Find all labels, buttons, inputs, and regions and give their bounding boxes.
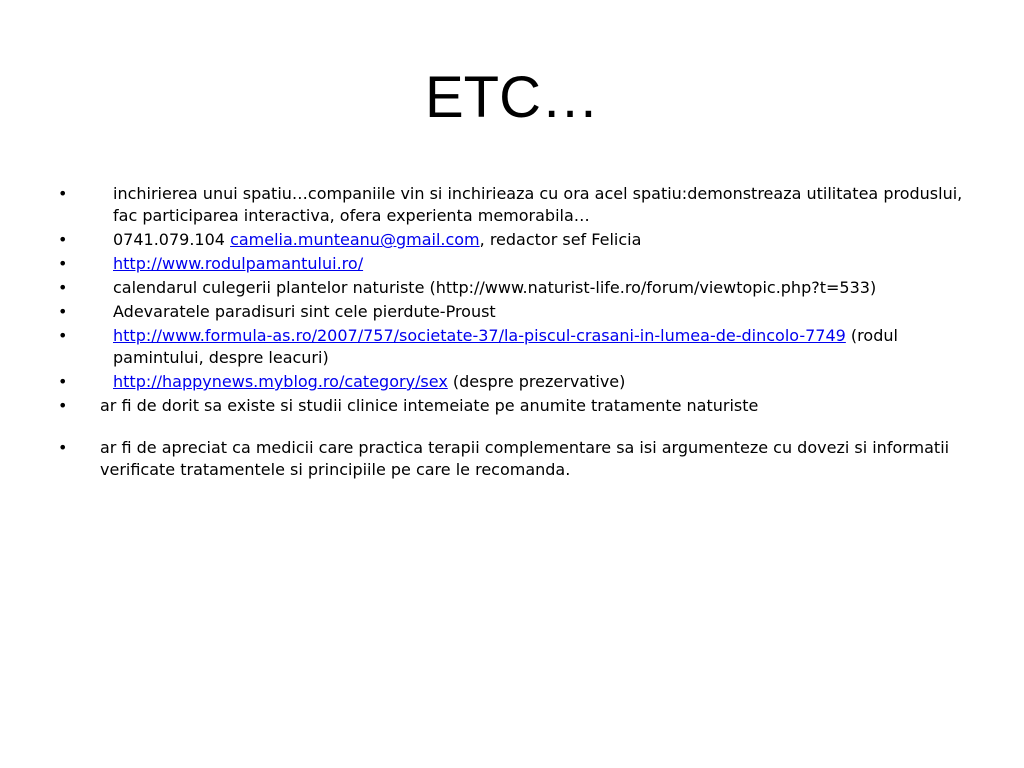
list-item [58,183,978,227]
list-item-suffix: , redactor sef Felicia [479,230,642,249]
list-item-content [113,229,978,251]
list-item [58,301,978,323]
email-link[interactable]: camelia.munteanu@gmail.com [230,230,480,249]
bullet-icon: • [58,230,68,249]
list-item [58,253,978,275]
rodulpamantului-link[interactable]: http://www.rodulpamantului.ro/ [113,254,364,273]
list-item-text: Adevaratele paradisuri sint cele pierdute-Proust [113,302,496,321]
list-item-text: ar fi de apreciat ca medicii care practica terapii complementare sa isi argumenteze cu dovezi si informatii verificate tratamentele si principiile pe care le recomanda. [100,438,950,479]
bullet-icon: • [58,372,68,391]
bullet-icon: • [58,396,68,415]
list-item [58,229,978,251]
list-item-suffix: (despre prezervative) [447,372,626,391]
list-item-text: calendarul culegerii plantelor naturiste (http://www.naturist-life.ro/forum/viewtopic.php?t=533) [113,278,877,297]
slide-title: ETC… [425,65,599,130]
list-item [58,371,978,393]
list-item-suffix: (rodul pamintului, despre leacuri) [113,326,898,367]
list-item [58,437,978,481]
list-item-content [113,371,978,393]
list-item-content [113,325,978,369]
phone-number-text: 0741.079.104 [113,230,231,249]
list-item-text: inchirierea unui spatiu…companiile vin si inchirieaza cu ora acel spatiu:demonstreaza utilitatea produslui, fac participarea interactiva, ofera experienta memorabila… [113,184,963,225]
list-item [58,325,978,369]
list-item [58,277,978,299]
bullet-icon: • [58,278,68,297]
happynews-link[interactable]: http://happynews.myblog.ro/category/sex [113,372,448,391]
bullet-icon: • [58,184,68,203]
formula-as-link[interactable]: http://www.formula-as.ro/2007/757/societate-37/la-piscul-crasani-in-lumea-de-dincolo-7749 [113,326,846,345]
list-item [58,395,978,417]
bullet-list [58,183,978,483]
bullet-icon: • [58,326,68,345]
list-item-content [113,253,978,275]
bullet-icon: • [58,302,68,321]
bullet-icon: • [58,438,68,457]
bullet-icon: • [58,254,68,273]
list-item-text: ar fi de dorit sa existe si studii clinice intemeiate pe anumite tratamente naturiste [100,396,759,415]
